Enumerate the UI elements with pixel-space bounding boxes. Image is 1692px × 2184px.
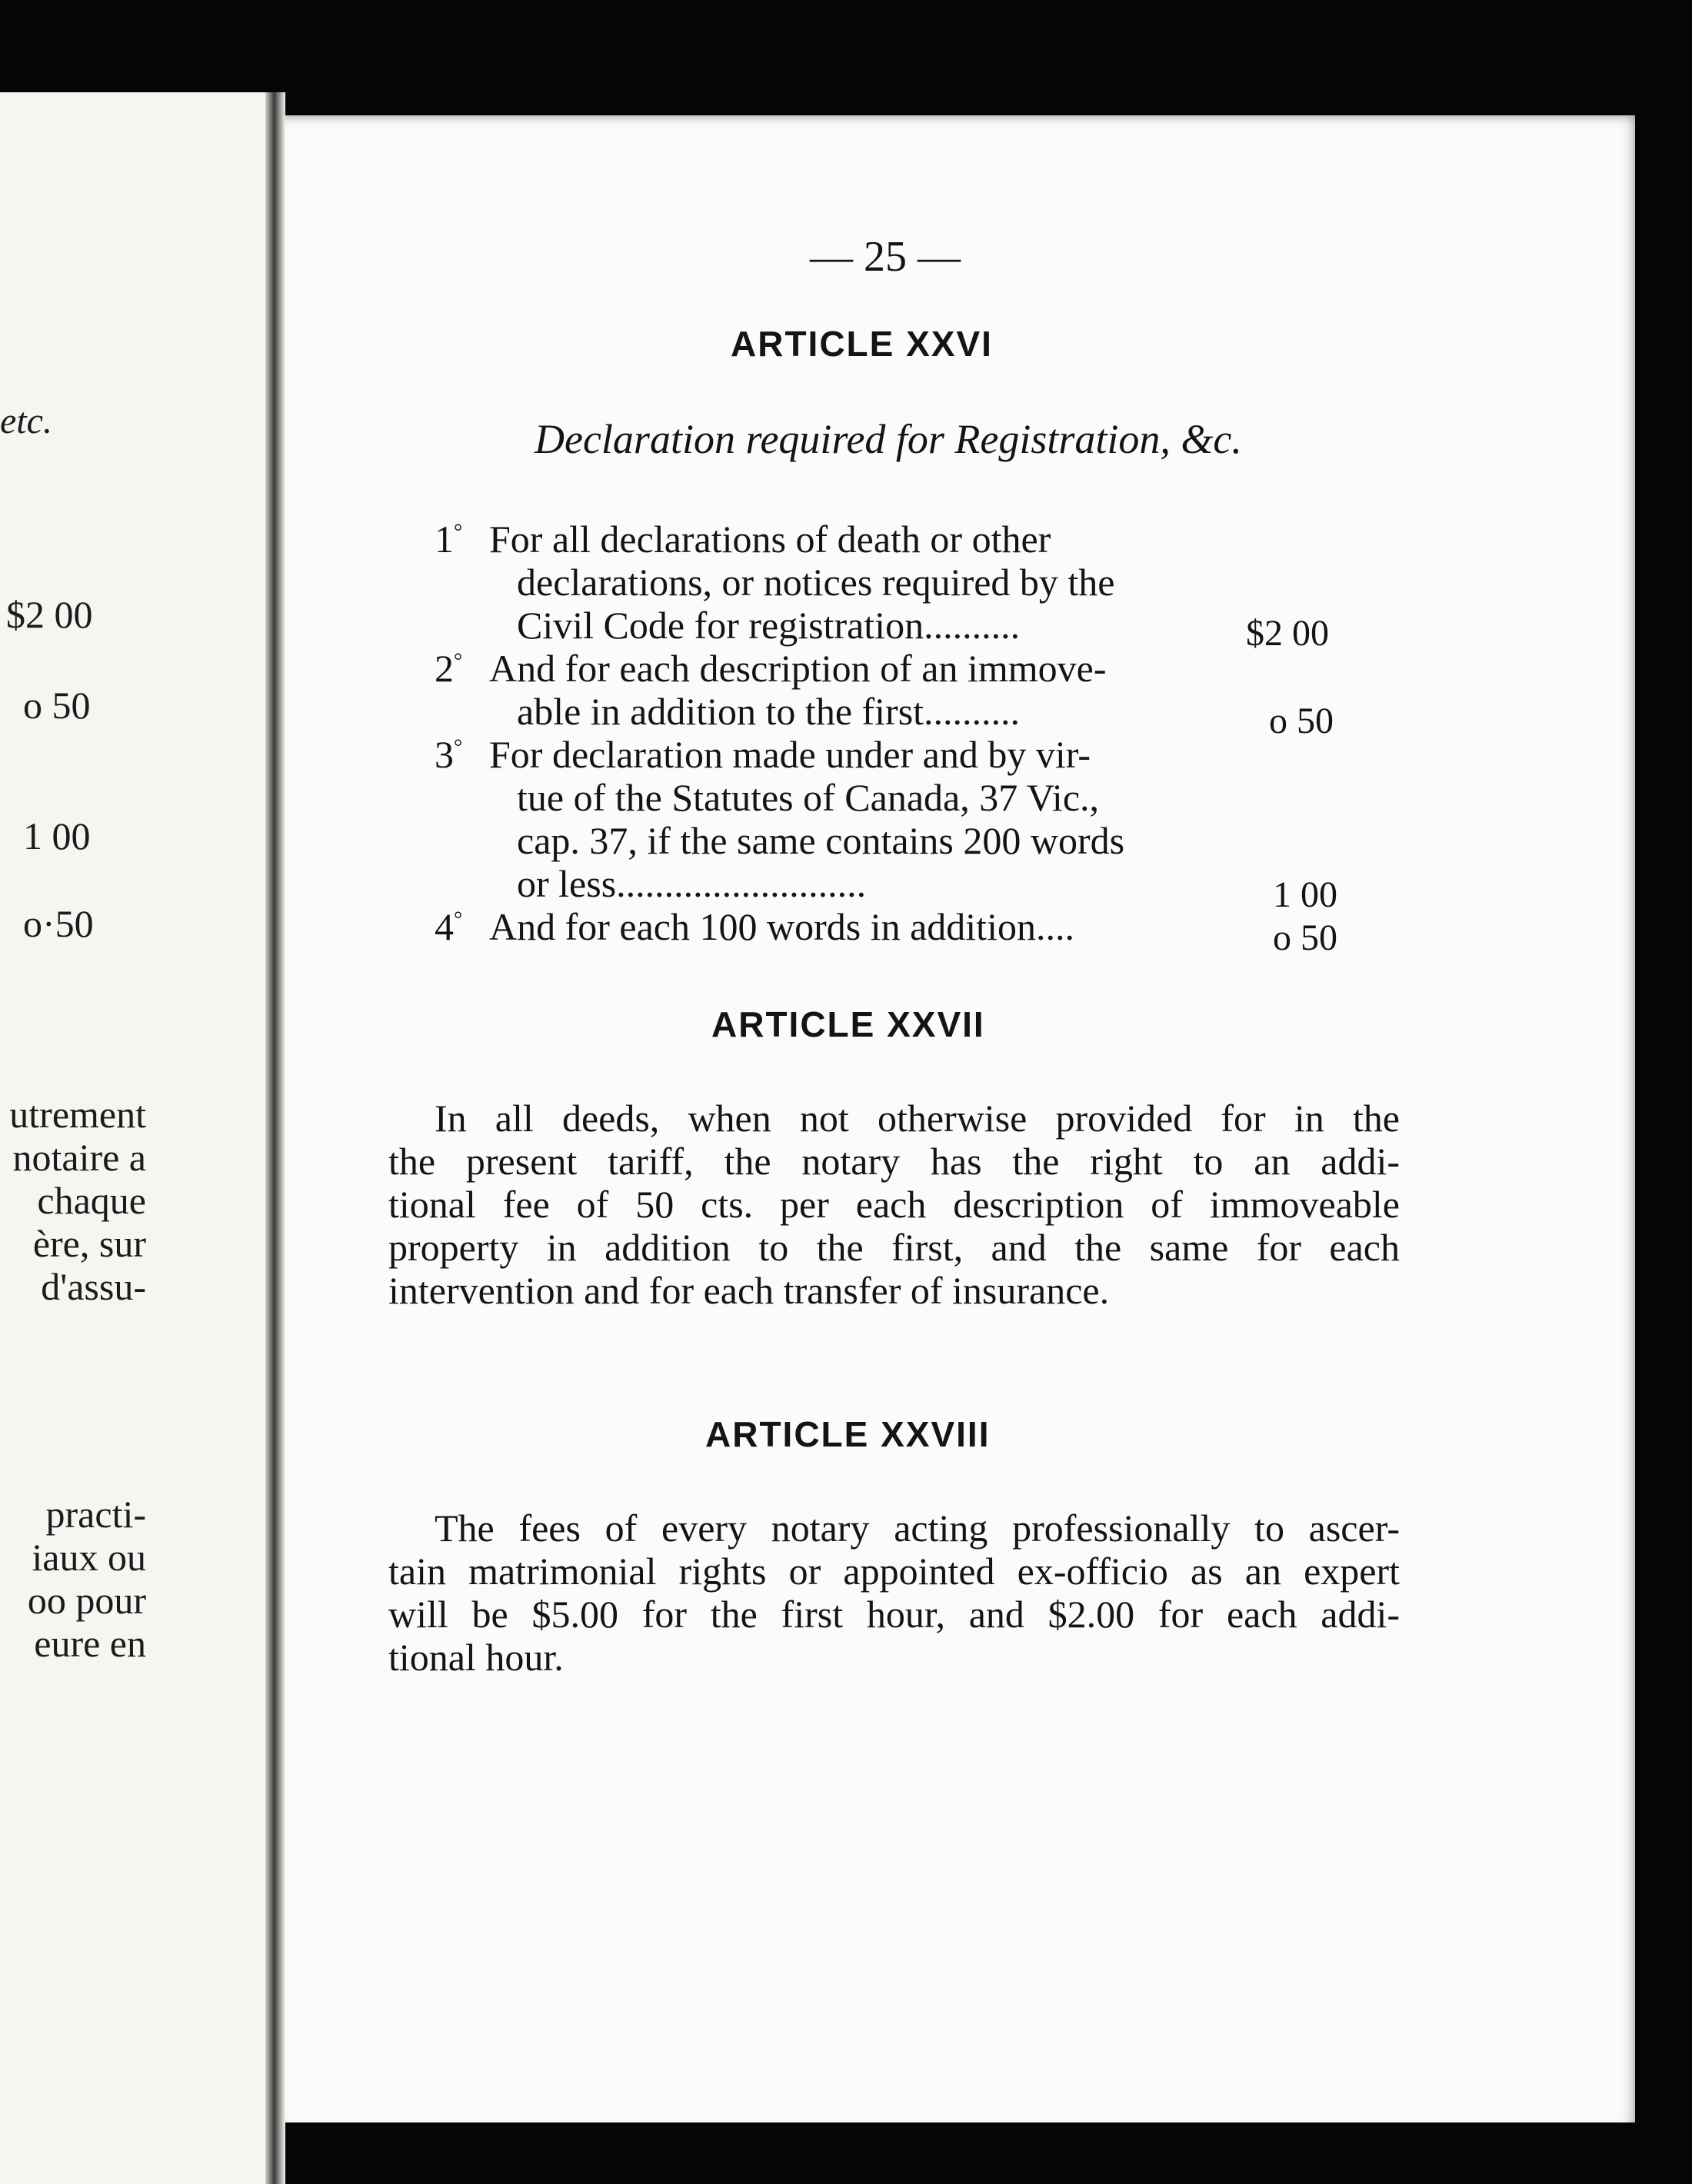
article-27-heading: ARTICLE XXVII xyxy=(711,1004,985,1044)
item-number: 3° xyxy=(435,733,463,776)
left-text: etc. xyxy=(0,401,52,441)
book-spine xyxy=(265,92,285,2184)
fee-amount: o 50 xyxy=(1273,917,1337,958)
fee-item-line: For all declarations of death or other xyxy=(489,518,1051,561)
fee-amount: o 50 xyxy=(1269,701,1334,741)
paragraph-line: will be $5.00 for the first hour, and $2.00 for each addi- xyxy=(388,1593,1400,1636)
paragraph-line: the present tariff, the notary has the right to an addi- xyxy=(388,1140,1400,1183)
fee-item-line: Civil Code for registration.......... xyxy=(517,604,1021,647)
fee-item-line: able in addition to the first.......... xyxy=(517,690,1021,733)
paragraph-line: property in addition to the first, and the same for each xyxy=(388,1226,1400,1269)
fee-amount: $2 00 xyxy=(1246,613,1329,654)
left-text: practi- xyxy=(45,1493,146,1536)
left-text: chaque xyxy=(37,1179,146,1222)
fee-item-line: cap. 37, if the same contains 200 words xyxy=(517,819,1125,862)
paragraph-line: tain matrimonial rights or appointed ex-officio as an expert xyxy=(388,1550,1400,1593)
left-text: notaire a xyxy=(12,1136,146,1179)
item-number: 2° xyxy=(435,647,463,690)
fee-amount: 1 00 xyxy=(1273,874,1337,915)
left-text: $2 00 xyxy=(6,593,93,636)
left-text: iaux ou xyxy=(32,1536,146,1579)
left-text: ère, sur xyxy=(32,1222,146,1265)
item-number: 1° xyxy=(435,518,463,561)
paragraph-line: tional hour. xyxy=(388,1636,564,1679)
page-number: — 25 — xyxy=(810,233,961,281)
item-number: 4° xyxy=(435,905,463,948)
article-28-heading: ARTICLE XXVIII xyxy=(705,1414,991,1454)
left-text: o 50 xyxy=(23,684,91,727)
fee-item-line: And for each description of an immove- xyxy=(489,647,1107,690)
paragraph-line: intervention and for each transfer of insurance. xyxy=(388,1269,1110,1312)
left-text: eure en xyxy=(34,1622,146,1665)
fee-item-line: or less.......................... xyxy=(517,862,867,905)
left-text: 1 00 xyxy=(23,814,91,857)
fee-item-line: tue of the Statutes of Canada, 37 Vic., xyxy=(517,776,1100,819)
article-26-subtitle: Declaration required for Registration, &c. xyxy=(535,416,1242,462)
paragraph-line: tional fee of 50 cts. per each description of immoveable xyxy=(388,1183,1400,1226)
fee-item-line: And for each 100 words in addition.... xyxy=(489,905,1074,948)
fee-item-line: For declaration made under and by vir- xyxy=(489,733,1091,776)
fee-item-line: declarations, or notices required by the xyxy=(517,561,1115,604)
left-text: oo pour xyxy=(27,1579,146,1622)
left-text: utrement xyxy=(9,1093,146,1136)
paragraph-line: The fees of every notary acting professionally to ascer- xyxy=(435,1506,1400,1550)
article-26-heading: ARTICLE XXVI xyxy=(731,324,993,364)
left-text: o·50 xyxy=(23,902,94,945)
left-text: d'assu- xyxy=(41,1265,146,1308)
paragraph-line: In all deeds, when not otherwise provided for in the xyxy=(435,1097,1400,1140)
